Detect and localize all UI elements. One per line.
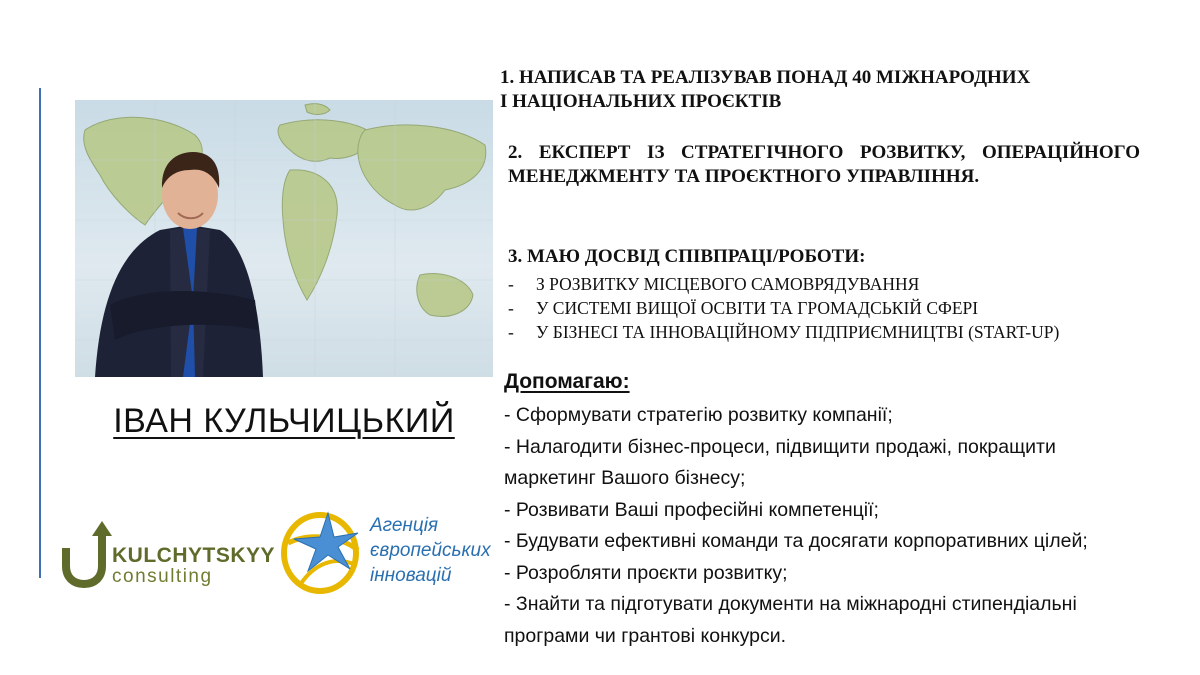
help-line: - Будувати ефективні команди та досягати корпоративних цілей;: [504, 530, 1088, 552]
help-line: програми чи грантові конкурси.: [504, 624, 787, 647]
agency-name: [370, 513, 491, 588]
list-item: - У СИСТЕМІ ВИЩОЇ ОСВІТИ ТА ГРОМАДСЬКІЙ СФЕРІ: [508, 298, 979, 318]
logo-kulchytskyy-name: KULCHYTSKYY: [112, 544, 276, 567]
agency-line-3: інновацій: [370, 565, 452, 586]
u-arrow-logo-icon: [62, 518, 112, 588]
section-1-line-2: І НАЦІОНАЛЬНИХ ПРОЄКТІВ: [500, 91, 782, 112]
kulchytskyy-logo: [62, 518, 276, 588]
star-globe-logo-icon: [278, 505, 368, 595]
list-item: - З РОЗВИТКУ МІСЦЕВОГО САМОВРЯДУВАННЯ: [508, 274, 920, 294]
help-line: - Сформувати стратегію розвитку компанії;: [504, 404, 893, 426]
section-2: 2. ЕКСПЕРТ ІЗ СТРАТЕГІЧНОГО РОЗВИТКУ, ОПЕРАЦІЙНОГО МЕНЕДЖМЕНТУ ТА ПРОЄКТНОГО УПРАВЛІННЯ.: [508, 142, 1140, 187]
help-line: - Розробляти проєкти розвитку;: [504, 561, 788, 584]
help-line: - Налагодити бізнес-процеси, підвищити продажі, покращити: [504, 435, 1056, 458]
agency-logo: [278, 505, 498, 595]
section-1-line-1: 1. НАПИСАВ ТА РЕАЛІЗУВАВ ПОНАД 40 МІЖНАРОДНИХ: [500, 67, 1031, 88]
agency-line-2: європейських: [370, 540, 491, 561]
logo-kulchytskyy-consulting: consulting: [112, 566, 213, 587]
help-title: Допомагаю:: [504, 370, 630, 393]
help-line: маркетинг Вашого бізнесу;: [504, 467, 746, 489]
help-line: - Знайти та підготувати документи на міжнародні стипендіальні: [504, 593, 1077, 615]
section-1: [500, 66, 1180, 114]
portrait-photo: [75, 100, 493, 377]
section-3-title: 3. МАЮ ДОСВІД СПІВПРАЦІ/РОБОТИ:: [508, 246, 866, 267]
help-list: [504, 400, 1194, 652]
world-map-illustration: [75, 100, 493, 377]
list-item: - У БІЗНЕСІ ТА ІННОВАЦІЙНОМУ ПІДПРИЄМНИЦТВІ (START-UP): [508, 322, 1060, 342]
agency-line-1: Агенція: [370, 515, 439, 536]
accent-line: [39, 88, 41, 578]
person-name: ІВАН КУЛЬЧИЦЬКИЙ: [113, 402, 455, 440]
help-line: - Розвивати Ваші професійні компетенції;: [504, 498, 879, 521]
section-3-list: [508, 272, 1198, 344]
